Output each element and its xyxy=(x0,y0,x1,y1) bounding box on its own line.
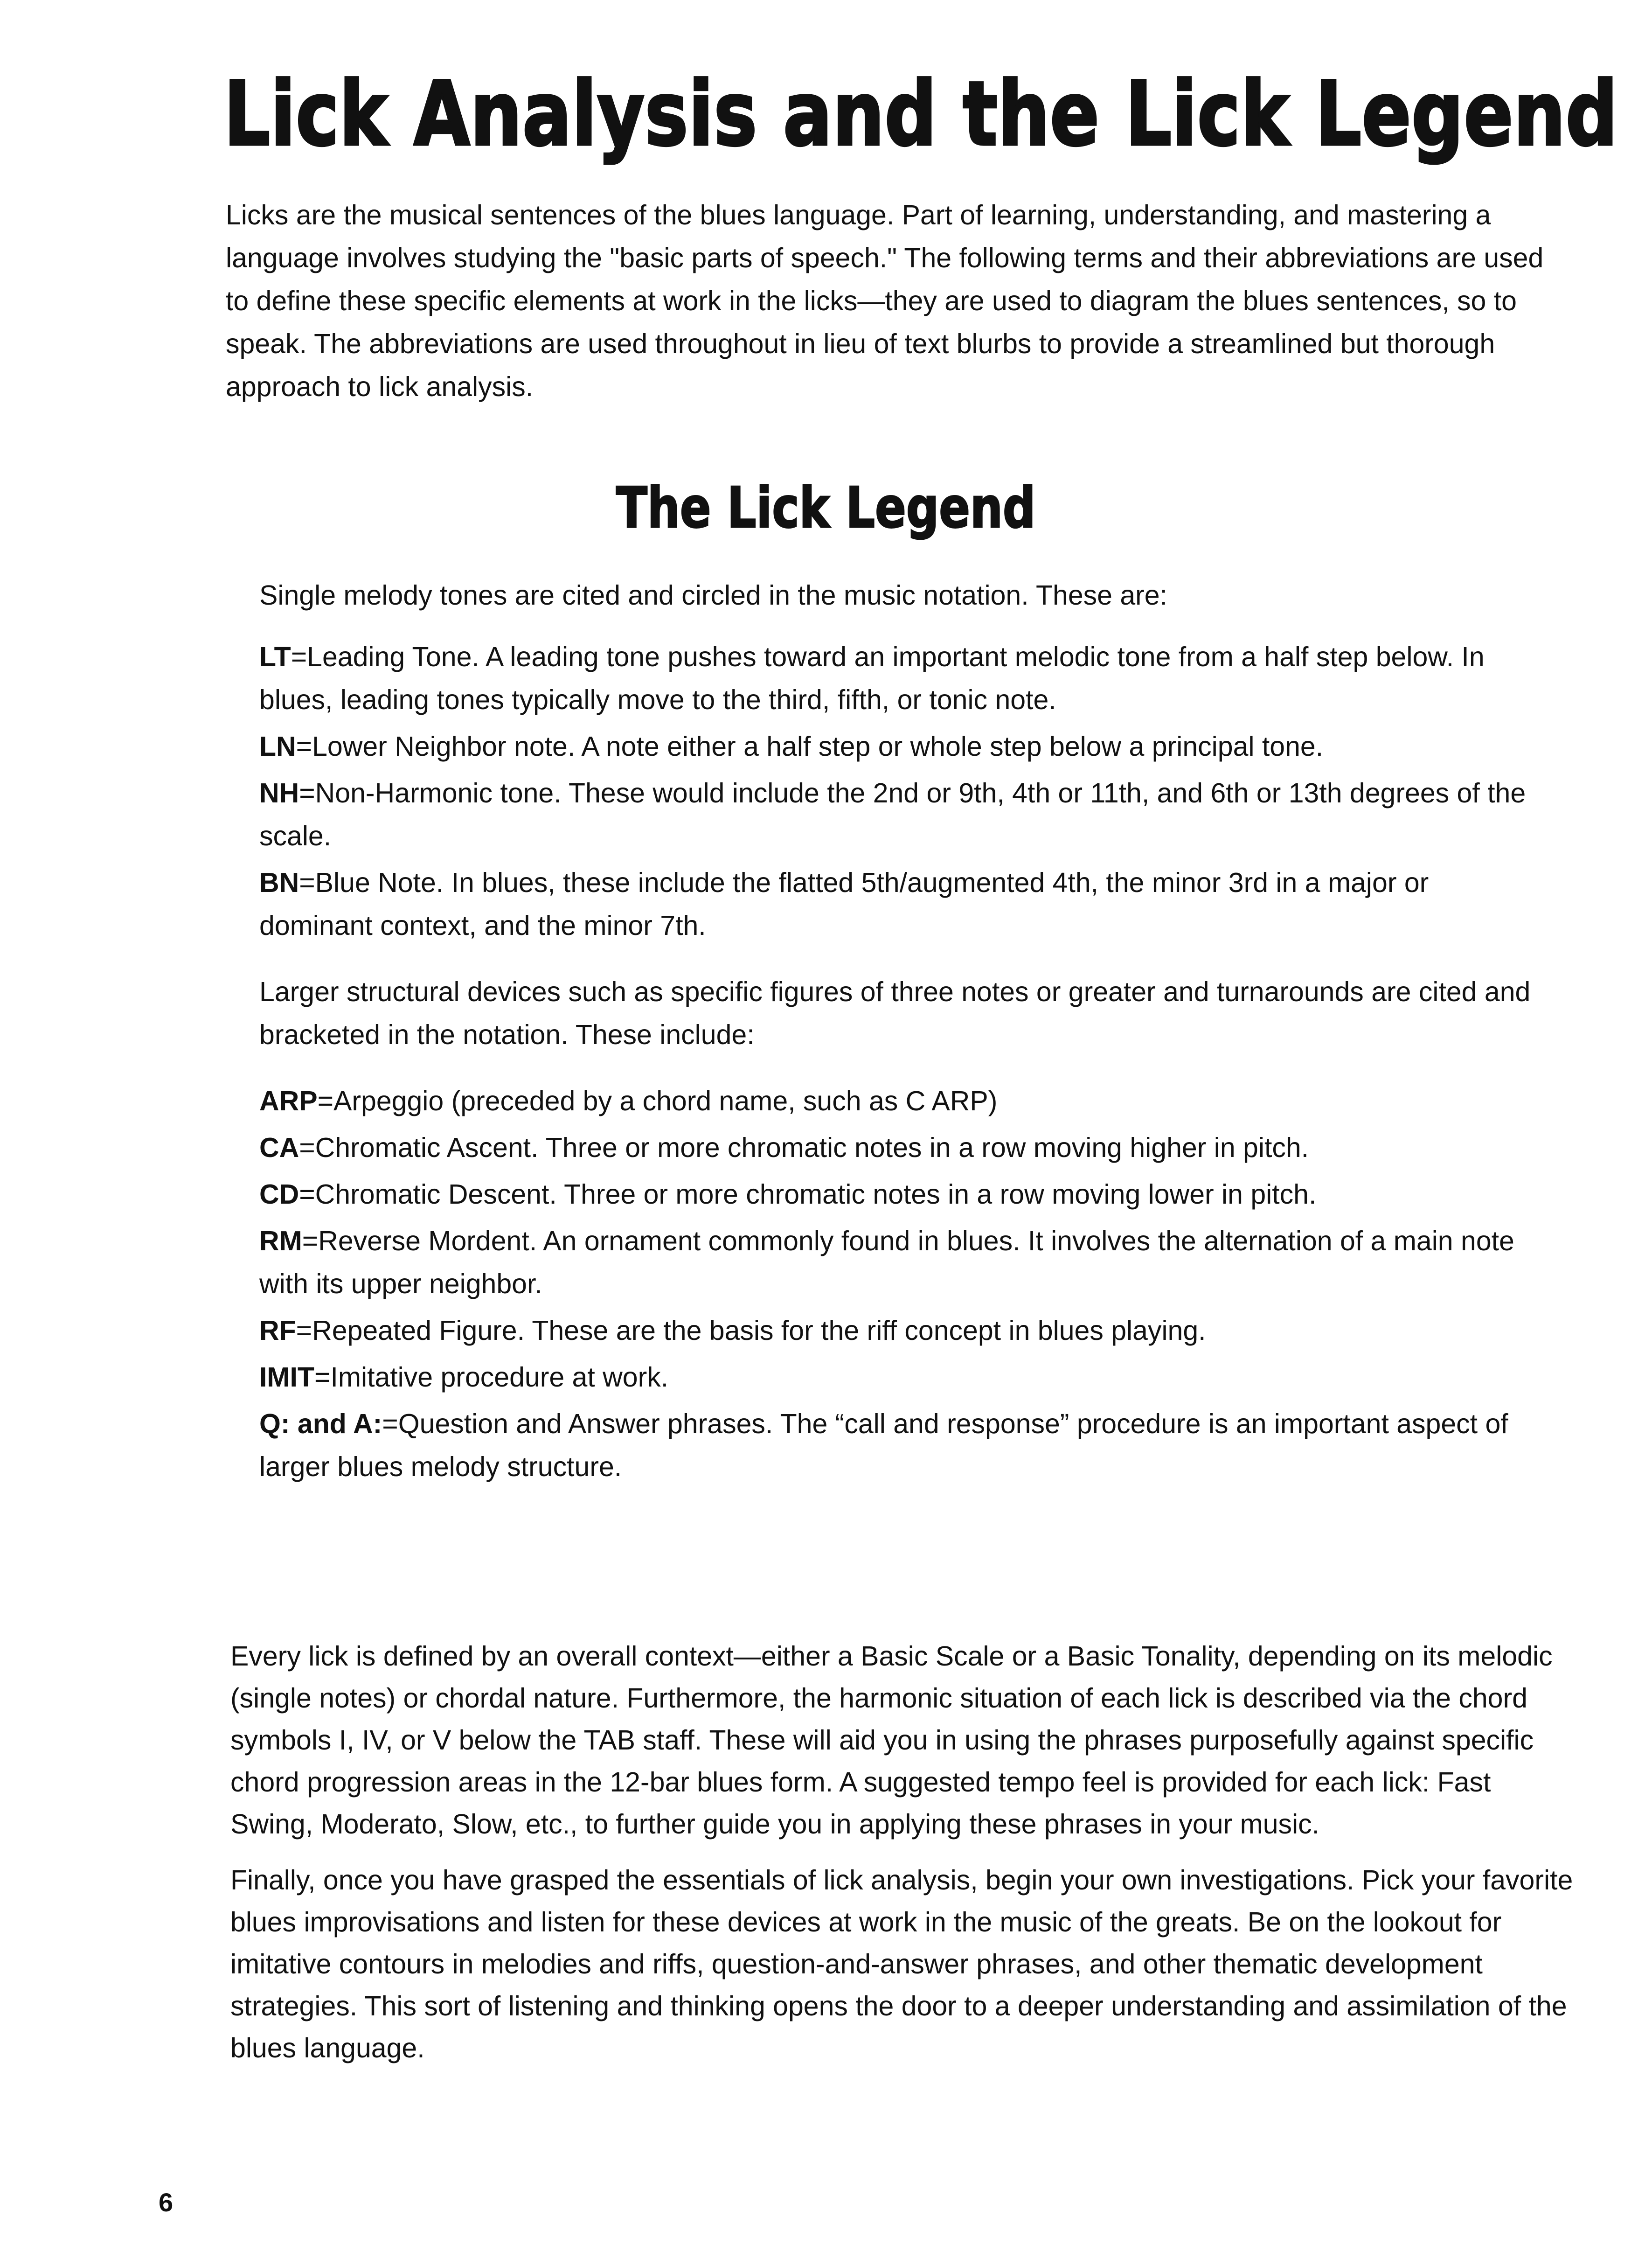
legend-abbr: RF xyxy=(259,1315,296,1346)
legend-abbr: CD xyxy=(259,1179,299,1210)
closing-section xyxy=(230,1635,1574,2083)
legend-abbr: CA xyxy=(259,1132,299,1163)
legend-item-ln xyxy=(259,725,1547,768)
legend-definition: =Blue Note. In blues, these include the flatted 5th/augmented 4th, the minor 3rd in a major or dominant context, and the minor 7th. xyxy=(259,867,1429,941)
legend-item-rm xyxy=(259,1220,1547,1305)
legend-abbr: ARP xyxy=(259,1086,318,1116)
legend-item-rf xyxy=(259,1309,1547,1352)
legend-item-qa xyxy=(259,1402,1547,1488)
legend-abbr: NH xyxy=(259,778,299,808)
legend-definition: =Lower Neighbor note. A note either a half step or whole step below a principal tone. xyxy=(296,731,1324,762)
legend-item-ca xyxy=(259,1126,1547,1169)
legend-definition: =Chromatic Ascent. Three or more chromatic notes in a row moving higher in pitch. xyxy=(299,1132,1309,1163)
legend-item-arp xyxy=(259,1080,1547,1122)
legend-abbr: RM xyxy=(259,1226,302,1256)
section-title-text: The Lick Legend xyxy=(616,476,1036,541)
legend-abbr: IMIT xyxy=(259,1362,314,1393)
legend-definition: =Arpeggio (preceded by a chord name, such as C ARP) xyxy=(317,1086,998,1116)
legend-definition: =Chromatic Descent. Three or more chromatic notes in a row moving lower in pitch. xyxy=(299,1179,1317,1210)
page-title: Lick Analysis and the Lick Legend xyxy=(224,63,1618,166)
legend-definition: =Leading Tone. A leading tone pushes toward an important melodic tone from a half step below. In blues, leading tones typically move to the third, fifth, or tonic note. xyxy=(259,641,1485,715)
legend-definition: =Question and Answer phrases. The “call and response” procedure is an important aspect of larger blues melody structure. xyxy=(259,1408,1508,1482)
legend-item-cd xyxy=(259,1173,1547,1216)
legend-item-lt xyxy=(259,635,1547,721)
legend-definition: =Imitative procedure at work. xyxy=(314,1362,669,1393)
legend-definition: =Repeated Figure. These are the basis for the riff concept in blues playing. xyxy=(296,1315,1206,1346)
legend-abbr: LN xyxy=(259,731,296,762)
legend-abbr: LT xyxy=(259,641,291,672)
devices-intro: Larger structural devices such as specific figures of three notes or greater and turnarounds are cited and bracketed in the notation. These include: xyxy=(259,976,1531,1050)
page-number: 6 xyxy=(159,2188,174,2217)
tones-intro: Single melody tones are cited and circled in the music notation. These are: xyxy=(259,580,1167,611)
legend-definition: =Non-Harmonic tone. These would include the 2nd or 9th, 4th or 11th, and 6th or 13th degrees of the scale. xyxy=(259,778,1526,851)
legend-abbr: Q: and A: xyxy=(259,1408,382,1439)
legend-abbr: BN xyxy=(259,867,299,898)
legend-item-nh xyxy=(259,772,1547,857)
legend-item-bn xyxy=(259,861,1547,947)
closing-paragraph: Finally, once you have grasped the essentials of lick analysis, begin your own investigations. Pick your favorite blues improvisations and listen for these devices at work in the music of the greats. Be on the lookout for imitative contours in melodies and riffs, question-and-answer phrases, and other thematic development strategies. This sort of listening and thinking opens the door to a deeper understanding and assimilation of the blues language. xyxy=(230,1865,1573,2063)
legend-item-imit xyxy=(259,1356,1547,1399)
closing-paragraph: Every lick is defined by an overall context—either a Basic Scale or a Basic Tonality, depending on its melodic (single notes) or chordal nature. Furthermore, the harmonic situation of each lick is described via the chord symbols I, IV, or V below the TAB staff. These will aid you in using the phrases purposefully against specific chord progression areas in the 12-bar blues form. A suggested tempo feel is provided for each lick: Fast Swing, Moderato, Slow, etc., to further guide you in applying these phrases in your music. xyxy=(230,1641,1553,1840)
legend-definition: =Reverse Mordent. An ornament commonly found in blues. It involves the alternation of a main note with its upper neighbor. xyxy=(259,1226,1514,1299)
section-title xyxy=(0,476,1652,541)
intro-paragraph: Licks are the musical sentences of the blues language. Part of learning, understanding, and mastering a language involves studying the "basic parts of speech." The following terms and their abbreviations are used to define these specific elements at work in the licks—they are used to diagram the blues sentences, so to speak. The abbreviations are used throughout in lieu of text blurbs to provide a streamlined but thorough approach to lick analysis. xyxy=(226,200,1544,402)
lick-legend xyxy=(259,574,1547,1492)
